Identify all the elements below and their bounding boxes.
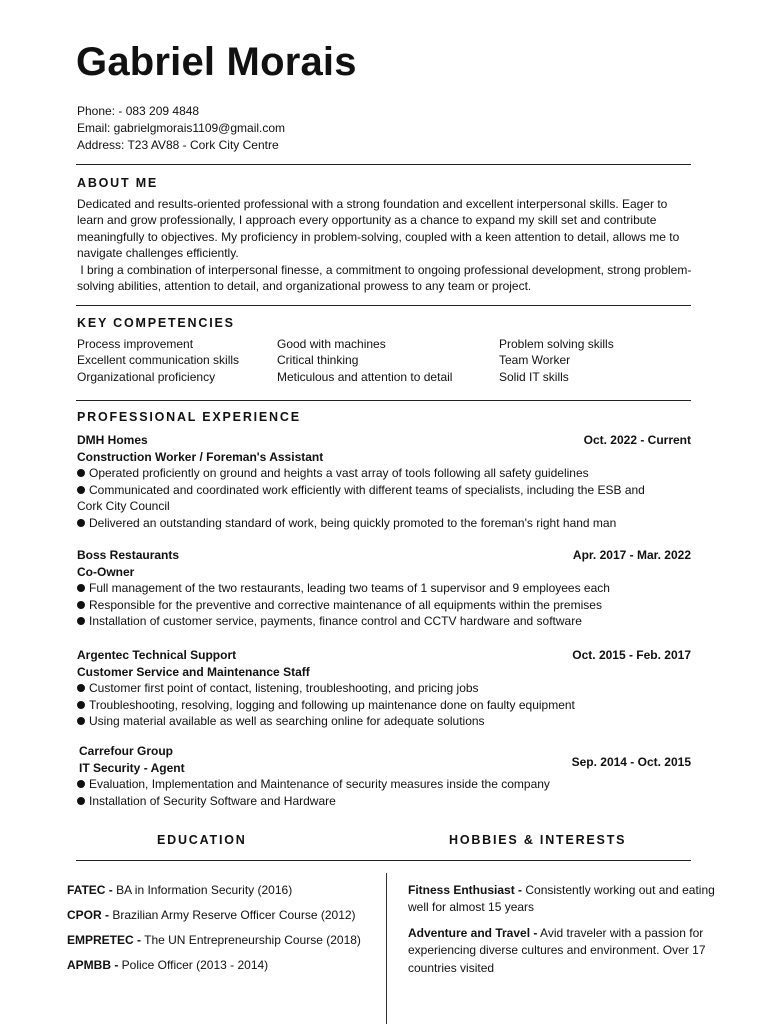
job-role: Construction Worker / Foreman's Assistant — [77, 449, 324, 464]
hobby-item: Fitness Enthusiast - Consistently working out and eating well for almost 15 years — [408, 883, 715, 915]
company-name: Argentec Technical Support — [77, 648, 237, 662]
job-entry — [77, 647, 691, 730]
about-text — [77, 196, 695, 294]
job-bullet: Communicated and coordinated work efficiently with different teams of specialists, including the ESB and Cork City Council — [77, 482, 645, 514]
about-paragraph: Dedicated and results-oriented professional with a strong foundation and excellent interpersonal skills. Eager to learn and grow professionally, I approach every opportunity as a chance to expand my skill set and contribute meaningfully to objectives. My proficiency in problem-solving, coupled with a keen attention to detail, allows me to navigate challenges efficiently. — [77, 197, 680, 261]
competency-column — [277, 336, 452, 385]
competency-item: Critical thinking — [277, 353, 359, 368]
job-dates: Oct. 2022 - Current — [583, 433, 691, 447]
education-item: FATEC - BA in Information Security (2016) — [67, 883, 293, 897]
company-name: DMH Homes — [77, 433, 148, 447]
job-bullet: Installation of Security Software and Hardware — [77, 793, 691, 810]
bullet-icon — [77, 486, 85, 494]
competencies-title: KEY COMPETENCIES — [77, 316, 235, 330]
bullet-icon — [77, 469, 85, 477]
email-line: Email: gabrielgmorais1109@gmail.com — [77, 121, 286, 135]
bullet-icon — [77, 701, 85, 709]
company-name: Boss Restaurants — [77, 548, 180, 562]
education-list — [67, 882, 361, 982]
job-entry — [77, 547, 691, 630]
competency-item: Organizational proficiency — [77, 369, 216, 384]
bullet-icon — [77, 780, 85, 788]
hobbies-title: HOBBIES & INTERESTS — [449, 833, 627, 847]
column-divider — [386, 873, 387, 1024]
job-bullet: Responsible for the preventive and corrective maintenance of all equipments within the premises — [77, 597, 691, 614]
competency-item: Problem solving skills — [499, 337, 614, 351]
job-bullet: Troubleshooting, resolving, logging and following up maintenance done on faulty equipment — [77, 697, 691, 714]
job-bullet: Customer first point of contact, listening, troubleshooting, and pricing jobs — [77, 680, 691, 697]
divider — [76, 860, 691, 861]
education-title: EDUCATION — [157, 833, 247, 847]
job-bullet: Operated proficiently on ground and heights a vast array of tools following all safety guidelines — [77, 465, 691, 482]
contact-block — [77, 103, 285, 154]
about-paragraph: I bring a combination of interpersonal finesse, a commitment to ongoing professional development, strong problem-solving abilities, attention to detail, and organizational prowess to any team or project. — [77, 262, 692, 294]
job-dates: Apr. 2017 - Mar. 2022 — [572, 548, 691, 562]
divider — [76, 400, 691, 401]
hobbies-list — [408, 882, 728, 985]
bullet-icon — [77, 584, 85, 592]
job-dates: Sep. 2014 - Oct. 2015 — [571, 754, 691, 769]
about-title: ABOUT ME — [77, 176, 159, 190]
competency-item: Team Worker — [499, 353, 571, 368]
competency-item: Solid IT skills — [499, 369, 569, 384]
job-bullet: Full management of the two restaurants, leading two teams of 1 supervisor and 9 employees each — [77, 580, 691, 597]
competency-item: Process improvement — [77, 337, 194, 351]
divider — [76, 164, 691, 165]
competency-item: Good with machines — [277, 337, 386, 351]
bullet-icon — [77, 617, 85, 625]
phone-line: Phone: - 083 209 4848 — [77, 104, 200, 118]
company-name: Carrefour Group — [79, 744, 174, 758]
competency-column — [499, 336, 614, 385]
job-bullet: Delivered an outstanding standard of work, being quickly promoted to the foreman's right hand man — [77, 515, 691, 532]
bullet-icon — [77, 797, 85, 805]
bullet-icon — [77, 684, 85, 692]
divider — [76, 305, 691, 306]
hobby-item: Adventure and Travel - Avid traveler with a passion for experiencing diverse cultures and environment. Over 17 countries visited — [408, 925, 706, 975]
job-role: Co-Owner — [77, 564, 135, 579]
job-bullet: Using material available as well as searching online for adequate solutions — [77, 713, 691, 730]
bullet-icon — [77, 601, 85, 609]
experience-title: PROFESSIONAL EXPERIENCE — [77, 410, 301, 424]
job-role: IT Security - Agent — [79, 760, 185, 775]
education-item: CPOR - Brazilian Army Reserve Officer Course (2012) — [67, 908, 356, 922]
bullet-icon — [77, 519, 85, 527]
competency-item: Meticulous and attention to detail — [277, 369, 453, 384]
education-item: APMBB - Police Officer (2013 - 2014) — [67, 958, 269, 972]
job-dates: Oct. 2015 - Feb. 2017 — [572, 648, 691, 662]
job-entry — [77, 743, 691, 809]
job-bullet: Installation of customer service, payments, finance control and CCTV hardware and software — [77, 613, 691, 630]
competency-column — [77, 336, 239, 385]
job-entry — [77, 432, 691, 532]
bullet-icon — [77, 717, 85, 725]
address-line: Address: T23 AV88 - Cork City Centre — [77, 138, 279, 152]
candidate-name: Gabriel Morais — [76, 40, 357, 84]
education-item: EMPRETEC - The UN Entrepreneurship Course (2018) — [67, 933, 361, 947]
job-role: Customer Service and Maintenance Staff — [77, 664, 310, 679]
competency-item: Excellent communication skills — [77, 353, 240, 368]
job-bullet: Evaluation, Implementation and Maintenance of security measures inside the company — [77, 776, 691, 793]
